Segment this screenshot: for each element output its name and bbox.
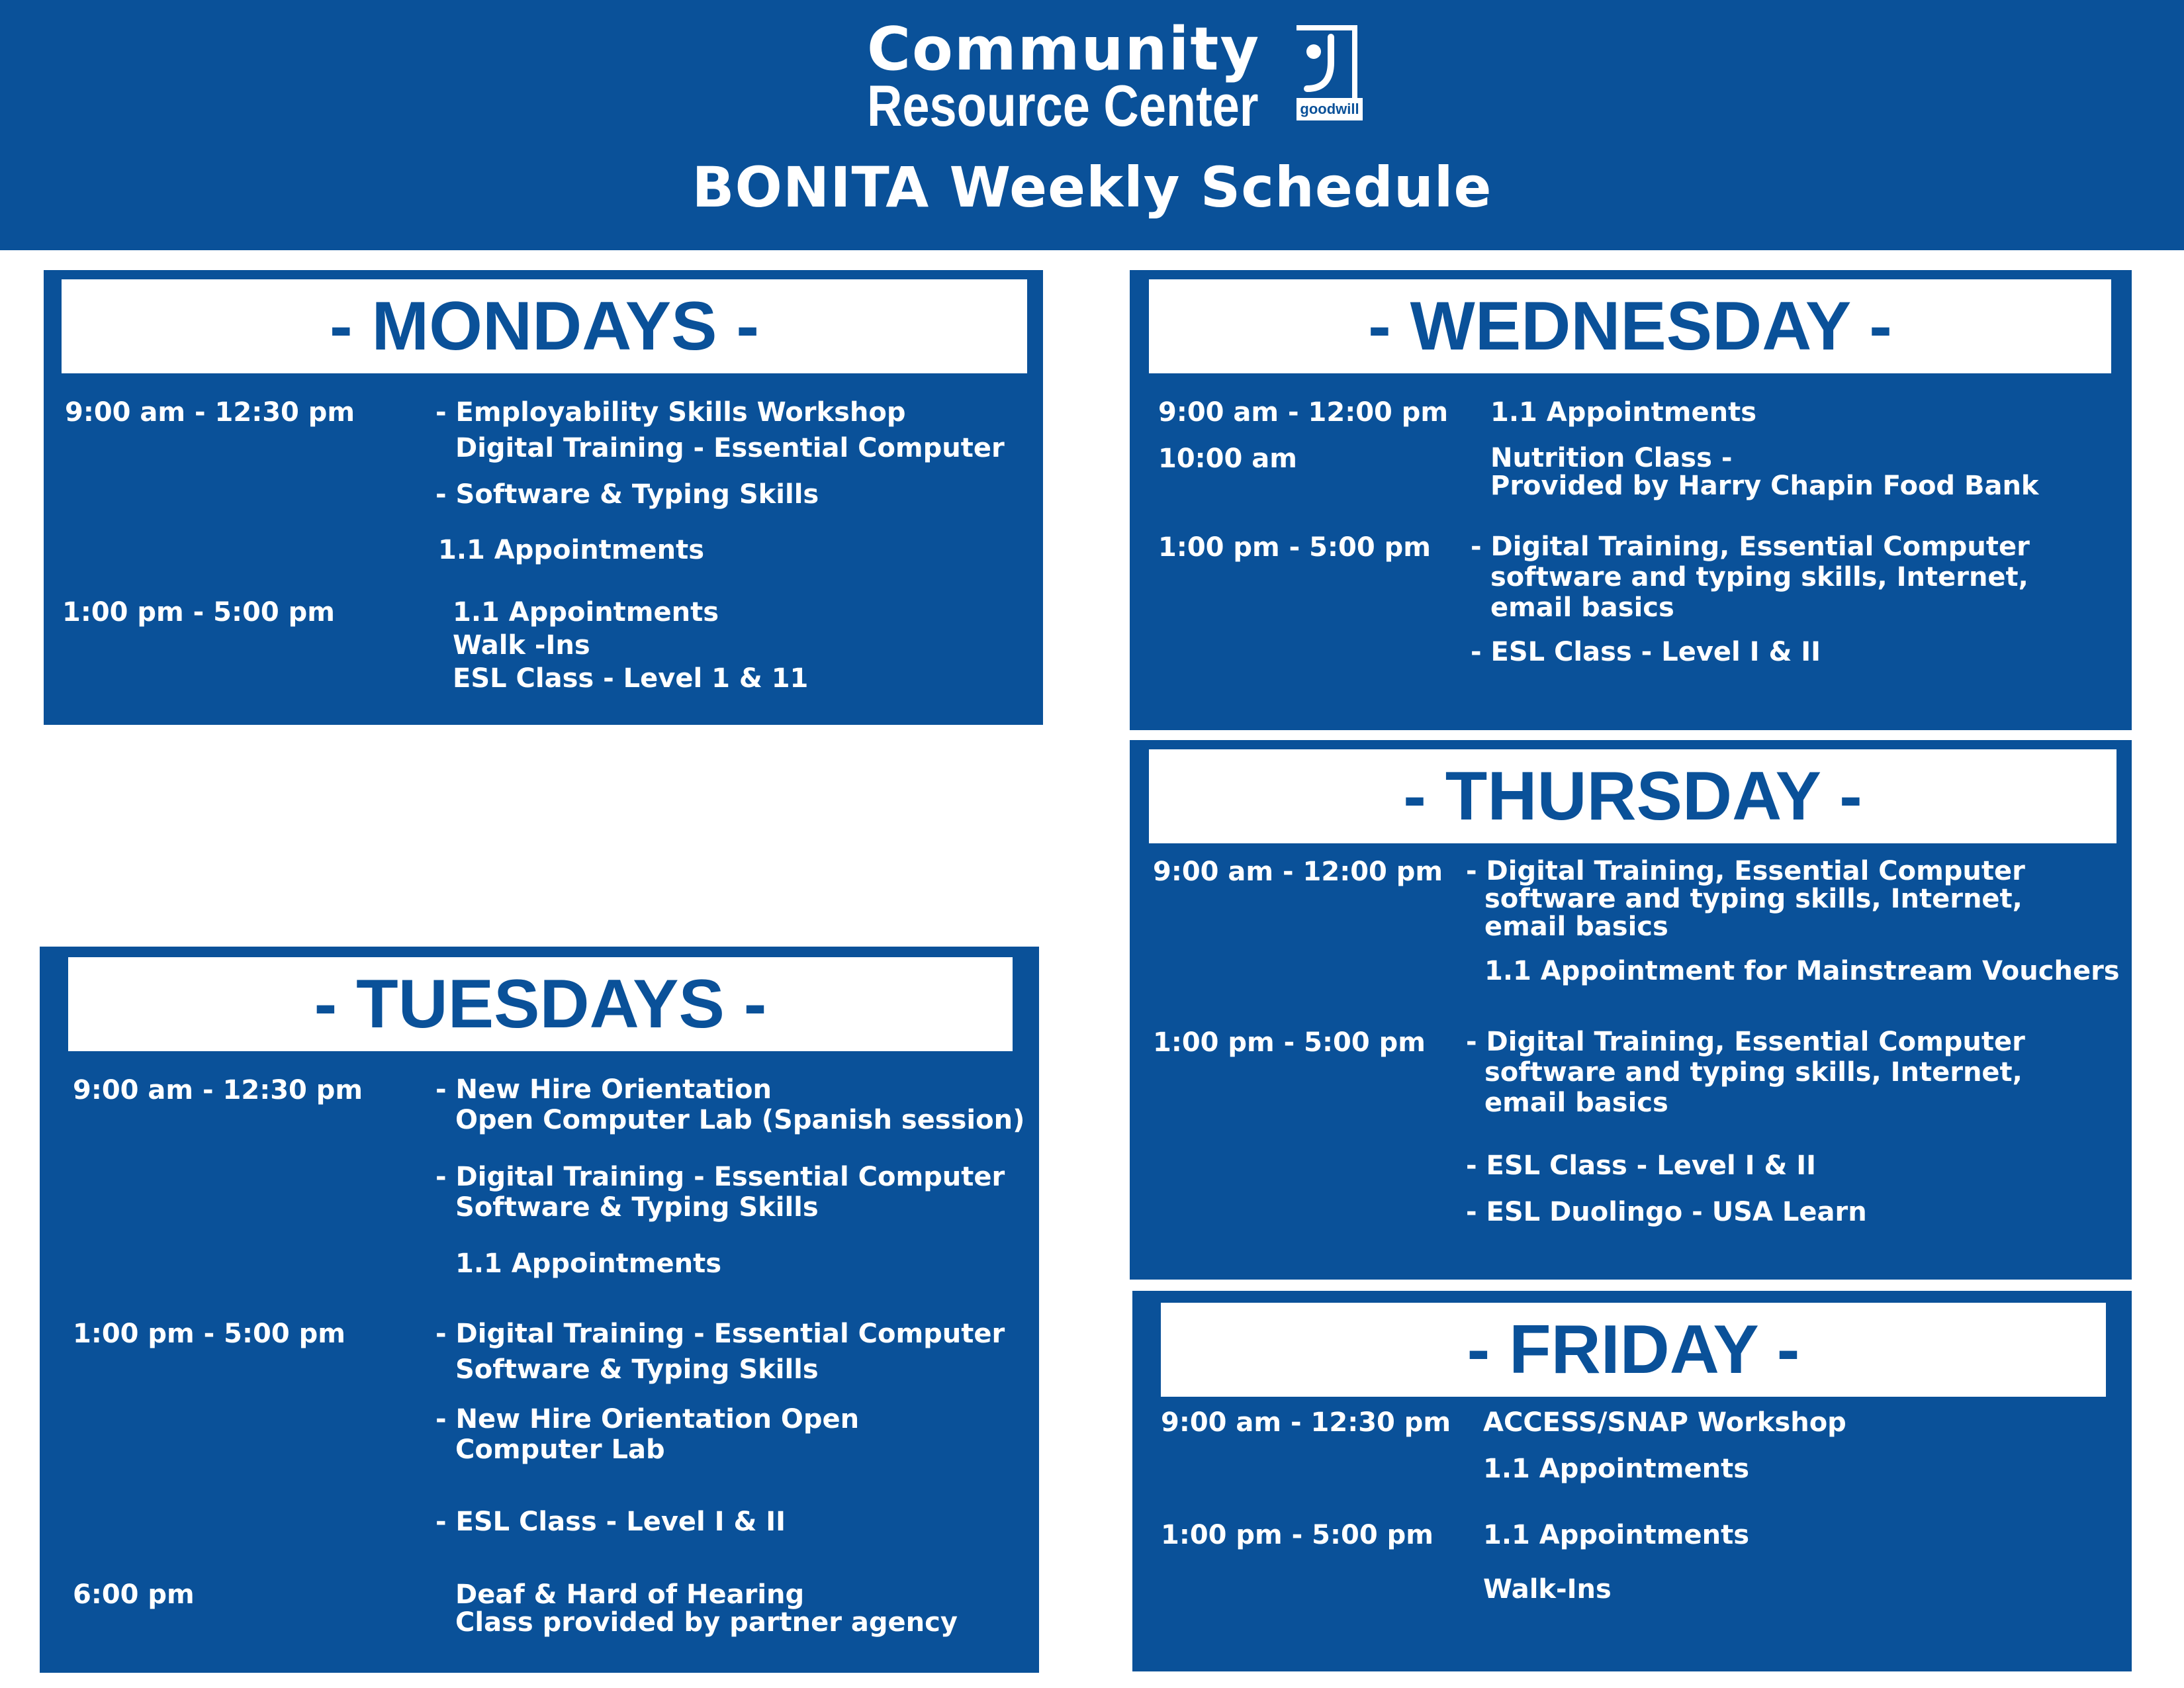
monday-panel [44, 270, 1043, 725]
wednesday-event: 1.1 Appointments [1490, 397, 1757, 428]
monday-event: Digital Training - Essential Computer [455, 433, 1005, 463]
thursday-event: - Digital Training, Essential Computer [1466, 1027, 2025, 1057]
friday-panel [1132, 1291, 2132, 1671]
tuesday-event: - Digital Training - Essential Computer [435, 1162, 1005, 1192]
thursday-event: 1.1 Appointment for Mainstream Vouchers [1484, 956, 2120, 986]
wednesday-time-morning: 9:00 am - 12:00 pm [1158, 397, 1449, 428]
wednesday-panel [1130, 270, 2132, 730]
logo-line-resource-center: Resource Center [867, 73, 1259, 138]
monday-event: - Employability Skills Workshop [435, 397, 906, 428]
thursday-title-box [1149, 749, 2116, 843]
tuesday-event: Class provided by partner agency [455, 1607, 958, 1638]
wednesday-event: - Digital Training, Essential Computer [1471, 532, 2030, 562]
monday-event: ESL Class - Level 1 & 11 [453, 663, 809, 694]
thursday-event: - ESL Duolingo - USA Learn [1466, 1197, 1867, 1227]
friday-title: - FRIDAY - [1467, 1311, 1800, 1388]
tuesday-time-afternoon: 1:00 pm - 5:00 pm [73, 1319, 345, 1349]
tuesday-event: - Digital Training - Essential Computer [435, 1319, 1005, 1349]
friday-event: Walk-Ins [1483, 1574, 1612, 1605]
thursday-event: software and typing skills, Internet, [1484, 1057, 2023, 1088]
logo-line-community: Community [867, 15, 1261, 84]
wednesday-event: - ESL Class - Level I & II [1471, 637, 1821, 667]
friday-title-box [1161, 1303, 2106, 1397]
friday-event: ACCESS/SNAP Workshop [1483, 1407, 1846, 1438]
friday-time-morning: 9:00 am - 12:30 pm [1161, 1407, 1451, 1438]
tuesday-title: - TUESDAYS - [314, 966, 767, 1043]
svg-text:goodwill: goodwill [1300, 101, 1359, 117]
tuesday-event: - New Hire Orientation [435, 1074, 772, 1105]
friday-time-afternoon: 1:00 pm - 5:00 pm [1161, 1520, 1433, 1550]
tuesday-title-box [68, 957, 1013, 1051]
monday-event: - Software & Typing Skills [435, 479, 819, 510]
goodwill-logo-icon [1294, 25, 1373, 131]
thursday-event: software and typing skills, Internet, [1484, 884, 2023, 914]
monday-title: - MONDAYS - [329, 288, 760, 365]
wednesday-time-afternoon: 1:00 pm - 5:00 pm [1158, 532, 1431, 563]
thursday-event: email basics [1484, 912, 1668, 942]
tuesday-event: Software & Typing Skills [455, 1354, 819, 1385]
tuesday-event: - New Hire Orientation Open [435, 1404, 860, 1434]
tuesday-time-evening: 6:00 pm [73, 1579, 195, 1610]
friday-event: 1.1 Appointments [1483, 1520, 1750, 1550]
monday-title-box [62, 279, 1027, 373]
thursday-event: - ESL Class - Level I & II [1466, 1150, 1817, 1181]
tuesday-panel [40, 947, 1039, 1673]
wednesday-title-box [1149, 279, 2111, 373]
thursday-event: - Digital Training, Essential Computer [1466, 856, 2025, 886]
page-title: BONITA Weekly Schedule [692, 155, 1492, 220]
wednesday-event: Provided by Harry Chapin Food Bank [1490, 471, 2039, 501]
monday-event: 1.1 Appointments [438, 535, 705, 565]
thursday-event: email basics [1484, 1088, 1668, 1118]
tuesday-event: - ESL Class - Level I & II [435, 1507, 786, 1537]
tuesday-event: Computer Lab [455, 1434, 665, 1465]
thursday-time-morning: 9:00 am - 12:00 pm [1153, 857, 1443, 887]
wednesday-event: Nutrition Class - [1490, 443, 1733, 473]
monday-time-afternoon: 1:00 pm - 5:00 pm [62, 597, 335, 628]
header-banner [0, 0, 2184, 250]
thursday-time-afternoon: 1:00 pm - 5:00 pm [1153, 1027, 1426, 1058]
wednesday-time-midmorning: 10:00 am [1158, 444, 1297, 474]
thursday-panel [1130, 740, 2132, 1280]
wednesday-event: software and typing skills, Internet, [1490, 562, 2028, 592]
wednesday-title: - WEDNESDAY - [1368, 288, 1892, 365]
tuesday-event: Software & Typing Skills [455, 1192, 819, 1223]
monday-event: Walk -Ins [453, 630, 590, 661]
monday-event: 1.1 Appointments [453, 597, 719, 628]
monday-time-morning: 9:00 am - 12:30 pm [65, 397, 355, 428]
tuesday-event: 1.1 Appointments [455, 1248, 722, 1279]
thursday-title: - THURSDAY - [1403, 758, 1862, 835]
friday-event: 1.1 Appointments [1483, 1454, 1750, 1484]
tuesday-time-morning: 9:00 am - 12:30 pm [73, 1075, 363, 1105]
tuesday-event: Open Computer Lab (Spanish session) [455, 1105, 1025, 1135]
tuesday-event: Deaf & Hard of Hearing [455, 1579, 805, 1610]
wednesday-event: email basics [1490, 592, 1674, 623]
